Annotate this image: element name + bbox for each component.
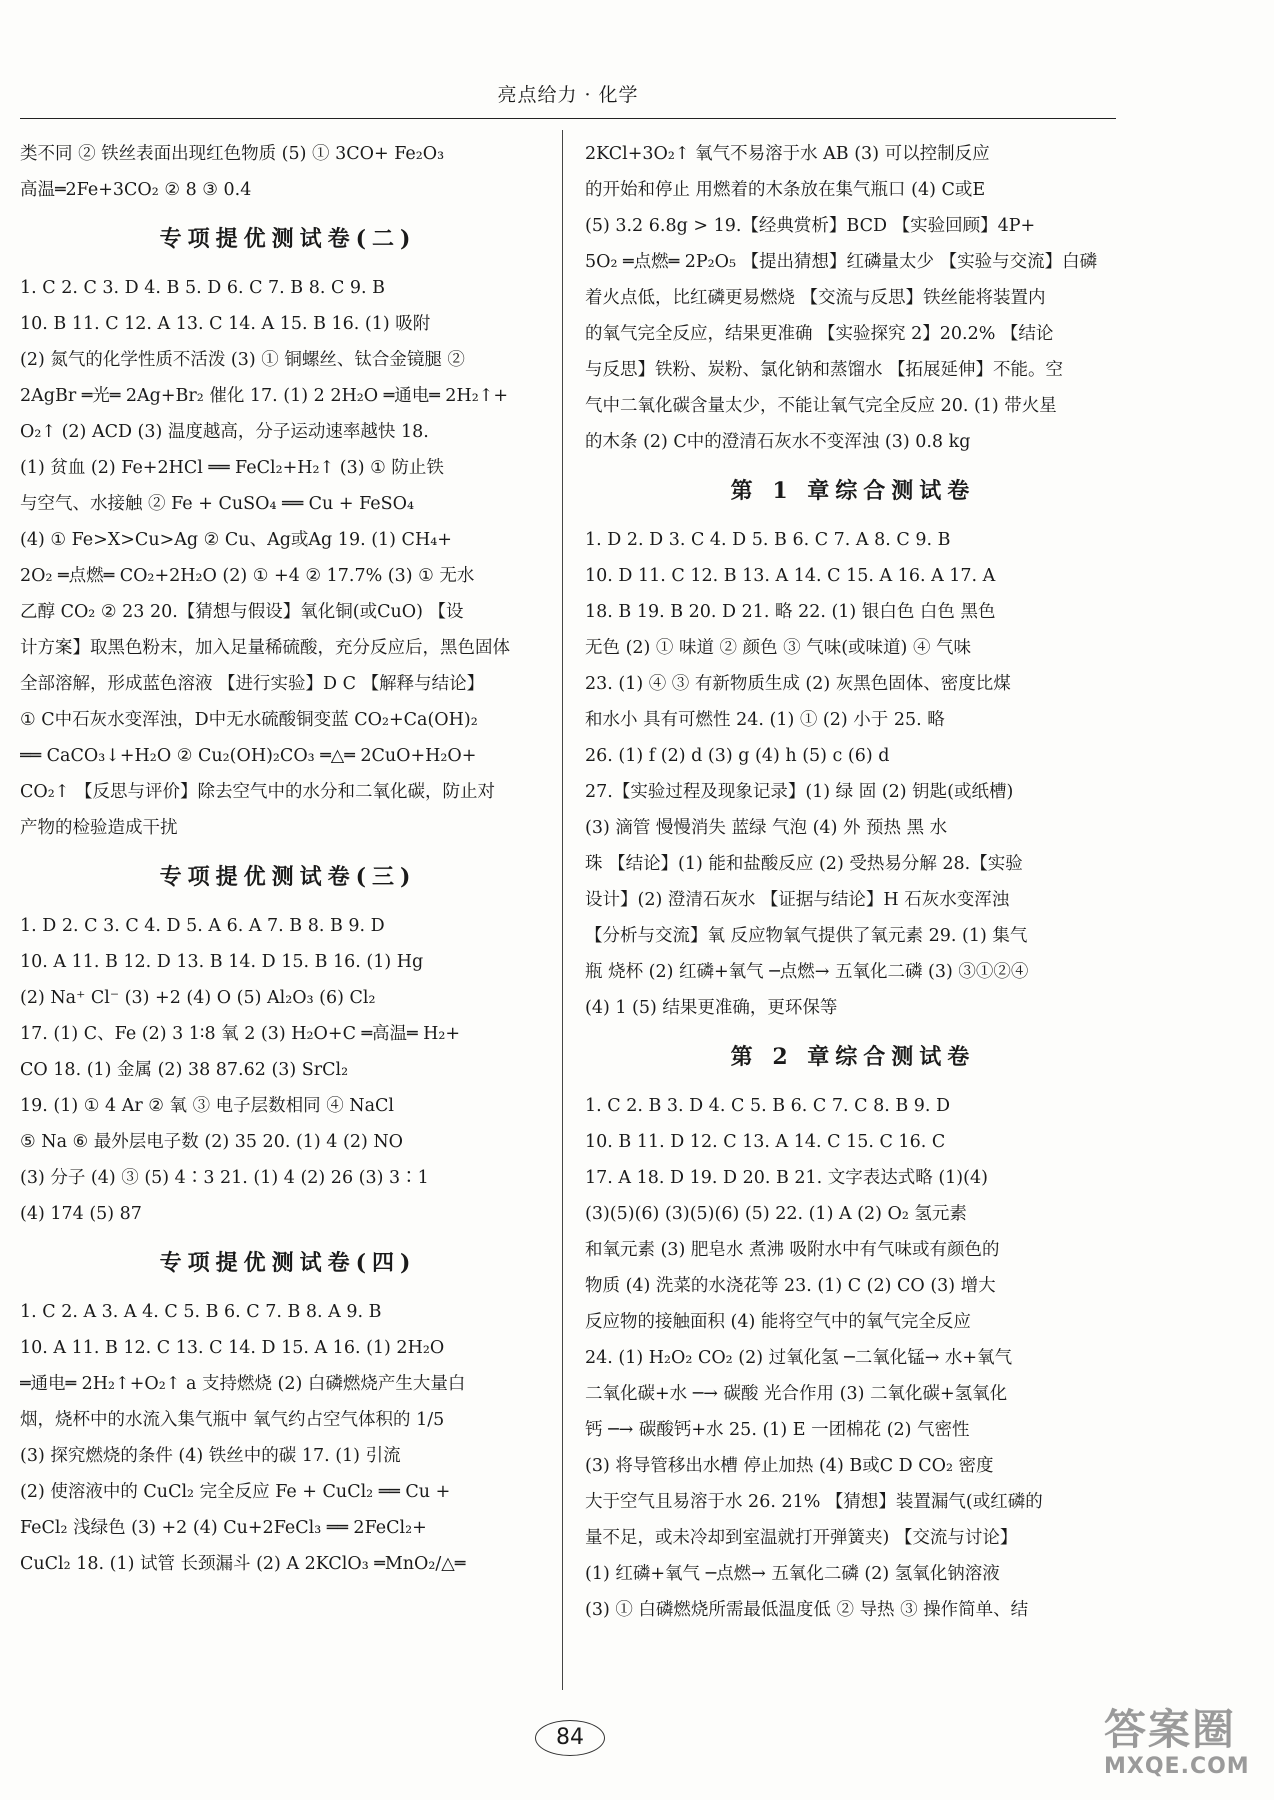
answer-line: 5O₂ ═点燃═ 2P₂O₅ 【提出猜想】红磷量太少 【实验与交流】白磷 [585,252,1098,272]
left-column [20,136,556,1582]
answer-line: 钙 ─→ 碳酸钙+水 25. (1) E 一团棉花 (2) 气密性 [585,1420,970,1440]
answer-line: 类不同 ② 铁丝表面出现红色物质 (5) ① 3CO+ Fe₂O₃ [20,144,445,164]
answer-line: 1. C 2. C 3. D 4. B 5. D 6. C 7. B 8. C 9. B [20,278,386,298]
answer-line: (1) 红磷+氧气 ─点燃→ 五氧化二磷 (2) 氢氧化钠溶液 [585,1564,1000,1584]
answer-line: 17. (1) C、Fe (2) 3 1∶8 氧 2 (3) H₂O+C ═高温═ H₂+ [20,1024,461,1044]
answer-line: 与反思】铁粉、炭粉、氯化钠和蒸馏水 【拓展延伸】不能。空 [585,360,1064,380]
answer-line: 1. D 2. D 3. C 4. D 5. B 6. C 7. A 8. C 9. B [585,530,951,550]
section-title: 第 2 章综合测试卷 [730,1044,976,1070]
answer-line: 1. C 2. B 3. D 4. C 5. B 6. C 7. C 8. B 9. D [585,1096,951,1116]
answer-line: 24. (1) H₂O₂ CO₂ (2) 过氧化氢 ─二氧化锰→ 水+氧气 [585,1348,1013,1368]
answer-line: CO₂↑ 【反思与评价】除去空气中的水分和二氧化碳，防止对 [20,782,495,802]
answer-line: 气中二氧化碳含量太少，不能让氧气完全反应 20. (1) 带火星 [585,396,1057,416]
answer-line: 17. A 18. D 19. D 20. B 21. 文字表达式略 (1)(4) [585,1168,988,1188]
watermark-logo [1104,1706,1264,1794]
answer-line: ═通电═ 2H₂↑+O₂↑ a 支持燃烧 (2) 白磷燃烧产生大量白 [20,1374,466,1394]
answer-line: 27.【实验过程及现象记录】(1) 绿 固 (2) 钥匙(或纸槽) [585,782,1014,802]
answer-line: 设计】(2) 澄清石灰水 【证据与结论】H 石灰水变浑浊 [585,890,1010,910]
section-title: 专项提优测试卷(二) [159,226,417,252]
answer-line: 无色 (2) ① 味道 ② 颜色 ③ 气味(或味道) ④ 气味 [585,638,972,658]
section-title: 第 1 章综合测试卷 [730,478,976,504]
answer-line: ① C中石灰水变浑浊，D中无水硫酸铜变蓝 CO₂+Ca(OH)₂ [20,710,478,730]
answer-line: (2) 氮气的化学性质不活泼 (3) ① 铜螺丝、钛合金镜腿 ② [20,350,465,370]
answer-line: 和水小 具有可燃性 24. (1) ① (2) 小于 25. 略 [585,710,945,730]
answer-line: 和氧元素 (3) 肥皂水 煮沸 吸附水中有气味或有颜色的 [585,1240,1000,1260]
page-header [20,70,1116,119]
page-number: 84 [535,1720,605,1756]
answer-line: 2O₂ ═点燃═ CO₂+2H₂O (2) ① +4 ② 17.7% (3) ① 无水 [20,566,475,586]
answer-line: ══ CaCO₃↓+H₂O ② Cu₂(OH)₂CO₃ ═△═ 2CuO+H₂O+ [20,746,477,766]
section-title: 专项提优测试卷(四) [159,1250,417,1276]
answer-line: FeCl₂ 浅绿色 (3) +2 (4) Cu+2FeCl₃ ══ 2FeCl₂+ [20,1518,427,1538]
answer-line: (3) ① 白磷燃烧所需最低温度低 ② 导热 ③ 操作简单、结 [585,1600,1029,1620]
answer-line: 的木条 (2) C中的澄清石灰水不变浑浊 (3) 0.8 kg [585,432,971,452]
answer-line: 大于空气且易溶于水 26. 21% 【猜想】装置漏气(或红磷的 [585,1492,1043,1512]
answer-line: (3) 探究燃烧的条件 (4) 铁丝中的碳 17. (1) 引流 [20,1446,401,1466]
answer-line: 二氧化碳+水 ─→ 碳酸 光合作用 (3) 二氧化碳+氢氧化 [585,1384,1008,1404]
answer-line: 1. D 2. C 3. C 4. D 5. A 6. A 7. B 8. B 9. D [20,916,385,936]
answer-line: (4) ① Fe>X>Cu>Ag ② Cu、Ag或Ag 19. (1) CH₄+ [20,530,452,550]
answer-line: (3) 分子 (4) ③ (5) 4∶3 21. (1) 4 (2) 26 (3) 3∶1 [20,1168,429,1188]
answer-line: 与空气、水接触 ② Fe + CuSO₄ ══ Cu + FeSO₄ [20,494,415,514]
answer-line: 物质 (4) 洗菜的水浇花等 23. (1) C (2) CO (3) 增大 [585,1276,996,1296]
answer-line: 10. A 11. B 12. D 13. B 14. D 15. B 16. (1) Hg [20,952,424,972]
answer-line: 珠 【结论】(1) 能和盐酸反应 (2) 受热易分解 28.【实验 [585,854,1023,874]
answer-line: 计方案】取黑色粉末，加入足量稀硫酸，充分反应后，黑色固体 [20,638,510,658]
answer-line: 着火点低，比红磷更易燃烧 【交流与反思】铁丝能将装置内 [585,288,1046,308]
watermark-top: 答案圈 [1104,1705,1237,1754]
answer-line: O₂↑ (2) ACD (3) 温度越高，分子运动速率越快 18. [20,422,429,442]
column-divider [562,130,563,1690]
answer-line: CO 18. (1) 金属 (2) 38 87.62 (3) SrCl₂ [20,1060,349,1080]
answer-line: CuCl₂ 18. (1) 试管 长颈漏斗 (2) A 2KClO₃ ═MnO₂/△═ [20,1554,466,1574]
answer-line: (3) 将导管移出水槽 停止加热 (4) B或C D CO₂ 密度 [585,1456,994,1476]
answer-line: 19. (1) ① 4 Ar ② 氧 ③ 电子层数相同 ④ NaCl [20,1096,394,1116]
running-title: 亮点给力 · 化学 [497,84,639,106]
answer-line: 1. C 2. A 3. A 4. C 5. B 6. C 7. B 8. A 9. B [20,1302,382,1322]
answer-line: 乙醇 CO₂ ② 23 20.【猜想与假设】氧化铜(或CuO) 【设 [20,602,464,622]
answer-line: (4) 1 (5) 结果更准确，更环保等 [585,998,838,1018]
answer-line: 2AgBr ═光═ 2Ag+Br₂ 催化 17. (1) 2 2H₂O ═通电═ 2H₂↑+ [20,386,509,406]
section-title: 专项提优测试卷(三) [159,864,417,890]
answer-line: 反应物的接触面积 (4) 能将空气中的氧气完全反应 [585,1312,971,1332]
answer-line: 量不足，或未冷却到室温就打开弹簧夹) 【交流与讨论】 [585,1528,1018,1548]
answer-line: 【分析与交流】氧 反应物氧气提供了氧元素 29. (1) 集气 [585,926,1028,946]
answer-line: 2KCl+3O₂↑ 氧气不易溶于水 AB (3) 可以控制反应 [585,144,990,164]
answer-line: 10. A 11. B 12. C 13. C 14. D 15. A 16. (1) 2H₂O [20,1338,445,1358]
answer-line: 瓶 烧杯 (2) 红磷+氧气 ─点燃→ 五氧化二磷 (3) ③①②④ [585,962,1029,982]
answer-line: (4) 174 (5) 87 [20,1204,142,1224]
answer-line: 10. D 11. C 12. B 13. A 14. C 15. A 16. A 17. A [585,566,996,586]
answer-line: 的氧气完全反应，结果更准确 【实验探究 2】20.2% 【结论 [585,324,1054,344]
answer-line: 10. B 11. D 12. C 13. A 14. C 15. C 16. C [585,1132,946,1152]
answer-line: ⑤ Na ⑥ 最外层电子数 (2) 35 20. (1) 4 (2) NO [20,1132,404,1152]
answer-line: 烟，烧杯中的水流入集气瓶中 氧气约占空气体积的 1/5 [20,1410,445,1430]
answer-line: (1) 贫血 (2) Fe+2HCl ══ FeCl₂+H₂↑ (3) ① 防止铁 [20,458,444,478]
answer-line: 产物的检验造成干扰 [20,818,178,838]
answer-line: (3) 滴管 慢慢消失 蓝绿 气泡 (4) 外 预热 黑 水 [585,818,948,838]
answer-line: 23. (1) ④ ③ 有新物质生成 (2) 灰黑色固体、密度比煤 [585,674,1011,694]
answer-line: 10. B 11. C 12. A 13. C 14. A 15. B 16. (1) 吸附 [20,314,431,334]
answer-line: (5) 3.2 6.8g > 19.【经典赏析】BCD 【实验回顾】4P+ [585,216,1036,236]
answer-line: 的开始和停止 用燃着的木条放在集气瓶口 (4) C或E [585,180,986,200]
answer-line: 高温═2Fe+3CO₂ ② 8 ③ 0.4 [20,180,252,200]
answer-line: 18. B 19. B 20. D 21. 略 22. (1) 银白色 白色 黑色 [585,602,996,622]
answer-line: 全部溶解，形成蓝色溶液 【进行实验】D C 【解释与结论】 [20,674,485,694]
watermark-bottom: MXQE.COM [1104,1754,1250,1779]
right-column [585,136,1121,1628]
answer-line: 26. (1) f (2) d (3) g (4) h (5) c (6) d [585,746,890,766]
answer-line: (3)(5)(6) (3)(5)(6) (5) 22. (1) A (2) O₂ 氢元素 [585,1204,967,1224]
answer-line: (2) Na⁺ Cl⁻ (3) +2 (4) O (5) Al₂O₃ (6) Cl₂ [20,988,376,1008]
answer-line: (2) 使溶液中的 CuCl₂ 完全反应 Fe + CuCl₂ ══ Cu + [20,1482,451,1502]
